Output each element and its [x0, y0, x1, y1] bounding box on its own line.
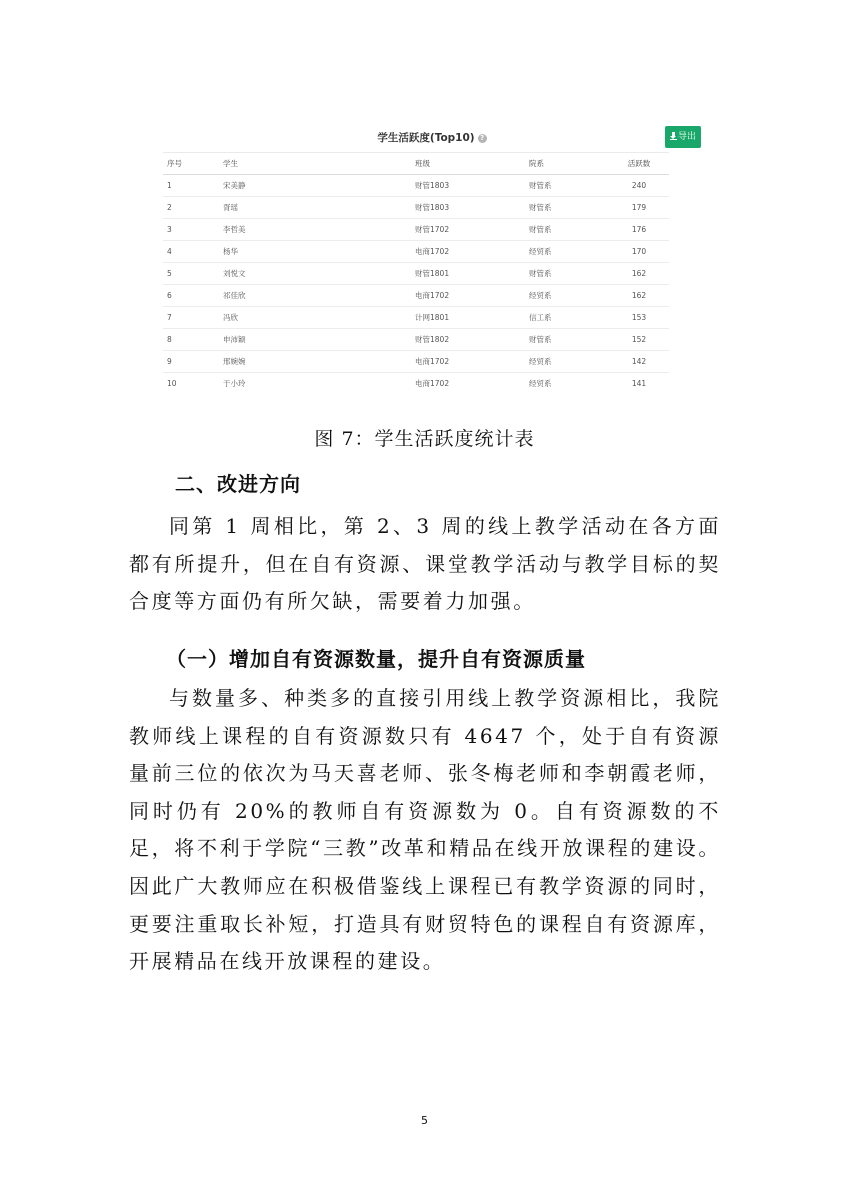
table-cell: 电商1702: [411, 351, 525, 373]
table-cell: 财管系: [525, 175, 609, 197]
table-cell: 财管系: [525, 329, 609, 351]
table-cell: 152: [609, 329, 669, 351]
figure-title-text: 学生活跃度(Top10): [377, 132, 475, 144]
table-cell: 2: [163, 197, 219, 219]
table-cell: 176: [609, 219, 669, 241]
table-cell: 刘悦文: [219, 263, 411, 285]
table-cell: 经贸系: [529, 379, 552, 388]
table-cell: 李哲美: [219, 219, 411, 241]
export-label: 导出: [677, 132, 696, 142]
table-cell: 10: [167, 379, 177, 388]
table-cell: 申沛颖: [219, 329, 411, 351]
section-heading: 二、改进方向: [175, 472, 301, 496]
paragraph: 与数量多、种类多的直接引用线上教学资源相比，我院教师线上课程的自有资源数只有 4647 个，处于自有资源量前三位的依次为马天喜老师、张冬梅老师和李朝霞老师，同时仍有 20%的教师自有资源数为 0。自有资源数的不足，将不利于学院“三教”改革和精品在线开放课程的建设。因此广大教师应在积极借鉴线上课程已有教学资源的同时，更要注重取长补短，打造具有财贸特色的课程自有资源库，开展精品在线开放课程的建设。: [129, 686, 721, 974]
table-cell: 财管系: [525, 197, 609, 219]
help-icon[interactable]: ?: [478, 134, 487, 143]
table-cell: 信工系: [525, 307, 609, 329]
table-row: [163, 175, 669, 197]
table-row: [163, 285, 669, 307]
table-cell: 电商1702: [411, 241, 525, 263]
table-row: [163, 373, 669, 395]
table-cell: 冯欣: [219, 307, 411, 329]
table-cell: 经贸系: [525, 351, 609, 373]
table-cell: 8: [163, 329, 219, 351]
table-cell: 1: [163, 175, 219, 197]
column-header[interactable]: 院系: [525, 153, 609, 175]
table-cell: 5: [163, 263, 219, 285]
subsection-heading: （一）增加自有资源数量，提升自有资源质量: [166, 647, 586, 671]
table-cell: 162: [609, 285, 669, 307]
table-cell: 240: [609, 175, 669, 197]
activity-figure: [163, 122, 701, 394]
table-cell: 于小玲: [223, 379, 246, 388]
table-cell: 3: [163, 219, 219, 241]
page-number: 5: [421, 1114, 428, 1127]
column-header[interactable]: 班级: [411, 153, 525, 175]
column-header[interactable]: 学生: [219, 153, 411, 175]
table-cell: 邢婉婉: [219, 351, 411, 373]
paragraph: 同第 1 周相比，第 2、3 周的线上教学活动在各方面都有所提升，但在自有资源、课堂教学活动与教学目标的契合度等方面仍有所欠缺，需要着力加强。: [129, 514, 721, 614]
table-header-row: [163, 153, 669, 175]
table-cell: 财管1802: [411, 329, 525, 351]
export-button[interactable]: [665, 126, 701, 148]
column-header[interactable]: 活跃数: [609, 153, 669, 175]
table-row: [163, 329, 669, 351]
table-cell: 宋美静: [219, 175, 411, 197]
table-cell: 财管1801: [411, 263, 525, 285]
table-cell: 142: [609, 351, 669, 373]
table-row: [163, 307, 669, 329]
table-cell: 祁佳欣: [219, 285, 411, 307]
activity-table: [163, 152, 669, 394]
table-cell: 电商1702: [411, 285, 525, 307]
table-cell: 杨华: [219, 241, 411, 263]
table-cell: 经贸系: [525, 241, 609, 263]
table-cell: 计网1801: [411, 307, 525, 329]
table-cell: 141: [631, 379, 647, 388]
figure-title: [163, 130, 701, 145]
table-cell: 财管1803: [411, 197, 525, 219]
table-row: [163, 197, 669, 219]
table-cell: 财管系: [525, 263, 609, 285]
table-row: [163, 351, 669, 373]
table-row: [163, 263, 669, 285]
table-cell: 财管1702: [411, 219, 525, 241]
table-row: [163, 219, 669, 241]
table-cell: 179: [609, 197, 669, 219]
figure-caption: 图 7：学生活跃度统计表: [314, 428, 535, 450]
table-cell: 153: [609, 307, 669, 329]
table-cell: 9: [163, 351, 219, 373]
table-cell: 4: [163, 241, 219, 263]
table-cell: 胥瑶: [219, 197, 411, 219]
table-row: [163, 241, 669, 263]
table-cell: 162: [609, 263, 669, 285]
download-icon: [670, 132, 677, 140]
table-cell: 6: [163, 285, 219, 307]
table-cell: 财管1803: [411, 175, 525, 197]
table-cell: 170: [609, 241, 669, 263]
table-cell: 7: [163, 307, 219, 329]
table-cell: 财管系: [525, 219, 609, 241]
table-cell: 经贸系: [525, 285, 609, 307]
column-header[interactable]: 序号: [163, 153, 219, 175]
table-cell: 电商1702: [415, 379, 450, 388]
